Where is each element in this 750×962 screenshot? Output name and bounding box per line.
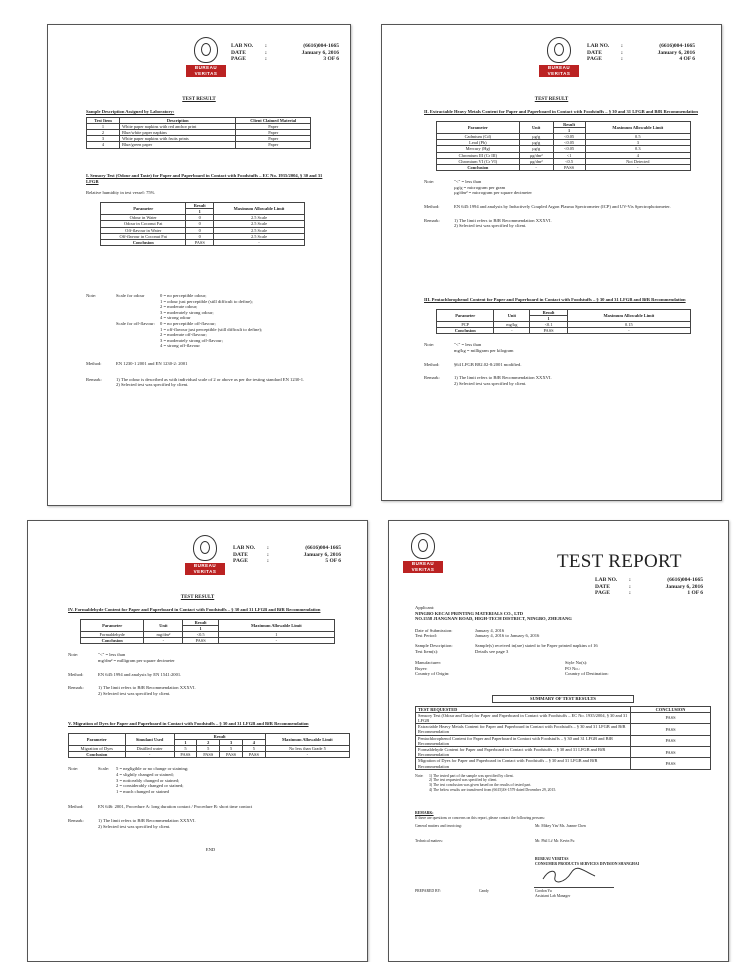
dyes-table: Parameter Simulant Used Result Maximum Allowable Limit 1 2 3 4 Migration of Dyes Distilled water 5 5 5 5 No less than Grade 5 Conclusion - PASS PASS PASS PASS - (68, 733, 350, 759)
report-header: LAB NO. : (6616)004-1665 DATE : January 6, 2016 PAGE : 1 OF 6 (595, 577, 703, 596)
table-row: Conclusion PASS - (101, 240, 305, 246)
table-row: Odour in Coconut Fat 0 2.5 Scale (101, 221, 305, 227)
seal-icon (547, 37, 571, 63)
report-page-4 (381, 24, 722, 501)
table-row: Pentachlorophenol Content for Paper and Paperboard in Contact with Foodstuffs – § 30 and 31 LFGB and BfR Recommendation PASS (416, 735, 711, 746)
table-row: Chromium III (Cr III) µg/dm² <1 4 (437, 152, 691, 158)
signature-block: PREPARED BY: Candy Gordon Yu Assistant Lab Manager (415, 889, 571, 898)
table-row: Chromium VI (Cr VI) µg/dm² <0.5 Not Detected (437, 158, 691, 164)
formaldehyde-table: Parameter Unit Result Maximum Allowable Limit 1 Formaldehyde mg/dm² <0.5 1 Conclusion - PASS - (80, 619, 335, 645)
table-row: Cadmium (Cd) µg/g <0.05 0.5 (437, 134, 691, 140)
dyes-section: V. Migration of Dyes for Paper and Paperboard in Contact with Foodstuffs – § 30 and 31 LFGB and BfR Recommendation Parameter Simulant Used Result Maximum Allowable Limit 1 2 3 4 Migration of Dyes Distilled water 5 5 5 5 No less than Grade 5 Conclusion - PASS PASS PASS PASS - Note: Scale: 5 = negligible or no change or staining; 4 = slightly changed or stained; 3 = noticeably changed or stained; 2 = considerably changed or stained; 1 = much changed or stained Method: EN 646: 2001, Procedure A: long duration contact / Procedure B: short time contact Remark: 1) The limit refers to BfR Recommendation XXXVI. 2) Selected test was specified by client. END (68, 721, 353, 853)
table-row: Conclusion - PASS - (81, 638, 335, 644)
table-row: Extractable Heavy Metals Content for Paper and Paperboard in Contact with Foodstuffs – § 30 and 31 LFGB and BfR Recommendation PASS (416, 724, 711, 735)
seal-icon (193, 535, 217, 561)
report-header: LAB NO. : (6616)004-1665 DATE : January 6, 2016 PAGE : 5 OF 6 (233, 545, 341, 564)
page-number: 1 OF 6 (687, 590, 703, 596)
pcp-table: Parameter Unit Result Maximum Allowable Limit 1 PCP mg/kg <0.1 0.15 Conclusion - PASS - (436, 309, 691, 335)
report-page-3 (47, 24, 351, 506)
table-row: 4 Blue/green paper Paper (87, 142, 311, 148)
sample-table: Test Item Description Client Claimed Material 1 White paper napkins with red anchor print Paper 2 Blue/white paper napkins Paper 3 White paper napkins with fruits prints Paper 4 Blue/green paper Paper (86, 117, 311, 149)
signature-icon (539, 867, 599, 885)
signature-line (534, 887, 614, 888)
sensory-table: Parameter Result Maximum Allowable Limit 1 Odour in Water 0 2.5 Scale Odour in Coconut Fat 0 2.5 Scale Off-flavour in Water 0 2.5 Scale Off-flavour in Coconut Fat 0 2.5 Scale Conclusion PASS - (100, 202, 305, 246)
table-row: Off-flavour in Water 0 2.5 Scale (101, 227, 305, 233)
page-number: 3 OF 6 (323, 56, 339, 62)
applicant-name: NINGBO KECAI PRINTING MATERIALS CO., LTD (415, 610, 524, 616)
table-row: Conclusion - PASS PASS PASS PASS - (69, 752, 350, 758)
report-date: January 6, 2016 (301, 49, 339, 56)
bureau-veritas-logo (539, 37, 579, 77)
logo-text: BUREAU VERITAS (539, 65, 579, 77)
table-row: PCP mg/kg <0.1 0.15 (437, 322, 691, 328)
logo-text: BUREAU VERITAS (185, 563, 225, 575)
heavy-metals-section: II. Extractable Heavy Metals Content for Paper and Paperboard in Contact with Foodstuffs – § 30 and 31 LFGB and BfR Recommendation Parameter Unit Result Maximum Allowable Limit 1 Cadmium (Cd) µg/g <0.05 0.5 Lead (Pb) µg/g <0.05 3 Mercury (Hg) µg/g <0.05 0.3 Chromium III (Cr III) µg/dm² <1 4 Chromium VI (Cr VI) µg/dm² <0.5 Not Detected Conclusion - PASS - Note: "<" = less than µg/g = microgram per gram µg/dm² = microgram per square decimeter Method: EN 645:1994 and analysis by Inductively Coupled Argon Plasma Spectrometer (ICP) and UV-Vis Spectrophotometer. Remark: 1) The limit refers to BfR Recommendation XXXVI. 2) Selected test was specified by client. (424, 109, 698, 229)
page-number: 4 OF 6 (679, 56, 695, 62)
table-row: Formaldehyde Content for Paper and Paperboard in Contact with Foodstuffs – § 30 and 31 LFGB and BfR Recommendation PASS (416, 747, 711, 758)
heavy-metals-table: Parameter Unit Result Maximum Allowable Limit 1 Cadmium (Cd) µg/g <0.05 0.5 Lead (Pb) µg/g <0.05 3 Mercury (Hg) µg/g <0.05 0.3 Chromium III (Cr III) µg/dm² <1 4 Chromium VI (Cr VI) µg/dm² <0.5 Not Detected Conclusion - PASS - (436, 121, 691, 172)
table-row: Mercury (Hg) µg/g <0.05 0.3 (437, 146, 691, 152)
seal-icon (194, 37, 218, 63)
table-row: Conclusion - PASS - (437, 165, 691, 171)
report-header: LAB NO. : (6616)004-1665 DATE : January 6, 2016 PAGE : 4 OF 6 (587, 43, 695, 62)
table-row: Migration of Dyes for Paper and Paperboard in Contact with Foodstuffs – § 30 and 31 LFGB and BfR Recommendation PASS (416, 758, 711, 769)
logo-text: BUREAU VERITAS (186, 65, 226, 77)
scale-notes: Note: Scale for odour 0 = no perceptible odour; 1 = odour just perceptible (still difficult to define); 2 = moderate odour; 3 = moderately strong odour; 4 = strong odour Scale for off-flavour: 0 = no perceptible off-flavour; 1 = off-flavour just perceptible (still difficult to define); 2 = moderate off-flavour; 3 = moderately strong off-flavour; 4 = strong off-flavour Method: EN 1230-1 2001 and EN 1230-2: 2001 Remark: 1) The odour is described as with individual scale of 2 or above as per the testing standard EN 1230-1. 2) Selected test was specified by client. (86, 293, 305, 388)
report-header: LAB NO. : (6616)004-1665 DATE : January 6, 2016 PAGE : 3 OF 6 (231, 43, 339, 62)
sample-section: Sample Description Assigned by Laboratory: Test Item Description Client Claimed Material 1 White paper napkins with red anchor print Paper 2 Blue/white paper napkins Paper 3 White paper napkins with fruits prints Paper 4 Blue/green paper Paper (86, 109, 326, 149)
report-page-5 (27, 520, 368, 962)
summary-table: TEST REQUESTED CONCLUSION Sensory Test (Odour and Taste) for Paper and Paperboard in Contact with Foodstuffs – EC No. 1935/2004, § 30 and 31 LFGB PASS Extractable Heavy Metals Content for Paper and Paperboard in Contact with Foodstuffs – § 30 and 31 LFGB and BfR Recommendation PASS Pentachlorophenol Content for Paper and Paperboard in Contact with Foodstuffs – § 30 and 31 LFGB and BfR Recommendation PASS Formaldehyde Content for Paper and Paperboard in Contact with Foodstuffs – § 30 and 31 LFGB and BfR Recommendation PASS Migration of Dyes for Paper and Paperboard in Contact with Foodstuffs – § 30 and 31 LFGB and BfR Recommendation PASS (415, 706, 711, 770)
table-row: Off-flavour in Coconut Fat 0 2.5 Scale (101, 233, 305, 239)
bureau-veritas-logo (185, 535, 225, 575)
table-row: 1 White paper napkins with red anchor print Paper (87, 123, 311, 129)
seal-icon (411, 533, 435, 559)
table-row: Sensory Test (Odour and Taste) for Paper and Paperboard in Contact with Foodstuffs – EC No. 1935/2004, § 30 and 31 LFGB PASS (416, 712, 711, 723)
table-row: 2 Blue/white paper napkins Paper (87, 130, 311, 136)
table-row: Formaldehyde mg/dm² <0.5 1 (81, 632, 335, 638)
formaldehyde-section: IV. Formaldehyde Content for Paper and Paperboard in Contact with Foodstuffs – § 30 and 31 LFGB and BfR Recommendation Parameter Unit Result Maximum Allowable Limit 1 Formaldehyde mg/dm² <0.5 1 Conclusion - PASS - Note: "<" = less than mg/dm² = milligram per square decimeter Method: EN 645:1994 and analysis by EN 1541:2001. Remark: 1) The limit refers to BfR Recommendation XXXVI. 2) Selected test was specified by client. (68, 607, 353, 696)
test-result-title: TEST RESULT (180, 595, 215, 600)
table-row: Migration of Dyes Distilled water 5 5 5 5 No less than Grade 5 (69, 746, 350, 752)
test-result-title: TEST RESULT (182, 97, 216, 102)
bureau-veritas-logo (186, 37, 226, 77)
table-row: Lead (Pb) µg/g <0.05 3 (437, 140, 691, 146)
pcp-section: III. Pentachlorophenol Content for Paper and Paperboard in Contact with Foodstuffs – § 30 and 31 LFGB and BfR Recommendation Parameter Unit Result Maximum Allowable Limit 1 PCP mg/kg <0.1 0.15 Conclusion - PASS - Note: "<" = less than mg/kg = milligram per kilogram Method: §64 LFGB B82.02-8:2001 modified. Remark: 1) The limit refers to BfR Recommendation XXXVI. 2) Selected test was specified by client. (424, 297, 704, 386)
table-row: Odour in Water 0 2.5 Scale (101, 215, 305, 221)
sensory-section: I. Sensory Test (Odour and Taste) for Paper and Paperboard in Contact with Foodstuffs – EC No. 1935/2004, § 30 and 31 LFGB Relative humidity in test vessel: 75% Parameter Result Maximum Allowable Limit 1 Odour in Water 0 2.5 Scale Odour in Coconut Fat 0 2.5 Scale Off-flavour in Water 0 2.5 Scale Off-flavour in Coconut Fat 0 2.5 Scale Conclusion PASS - (86, 173, 323, 245)
contacts-section: REMARK: If there are questions or concerns on this report, please contact the following persons: General matters and invoicing: Mr. Mikey Yin/ Ms. Joanne Chen Technical matters: Mr. Phil Li/ Mr. Kevin Fu BUREAU VERITAS CONSUMER PRODUCTS SERVICES DIVISION SHANGHAI (415, 811, 640, 866)
bureau-veritas-logo (403, 533, 443, 573)
lab-number: (6616)004-1665 (303, 43, 339, 49)
table-row: 3 White paper napkins with fruits prints Paper (87, 136, 311, 142)
table-row: Conclusion - PASS - (437, 328, 691, 334)
report-page-1 (388, 520, 729, 962)
summary-section: SUMMARY OF TEST RESULTS TEST REQUESTED CONCLUSION Sensory Test (Odour and Taste) for Paper and Paperboard in Contact with Foodstuffs – EC No. 1935/2004, § 30 and 31 LFGB PASS Extractable Heavy Metals Content for Paper and Paperboard in Contact with Foodstuffs – § 30 and 31 LFGB and BfR Recommendation PASS Pentachlorophenol Content for Paper and Paperboard in Contact with Foodstuffs – § 30 and 31 LFGB and BfR Recommendation PASS Formaldehyde Content for Paper and Paperboard in Contact with Foodstuffs – § 30 and 31 LFGB and BfR Recommendation PASS Migration of Dyes for Paper and Paperboard in Contact with Foodstuffs – § 30 and 31 LFGB and BfR Recommendation PASS Note: 1) The tested part of the sample was specified by client. 2) The test requested was specified by client. 3) The test conclusion was given based on the results of tested part. 4) The below results are transferred from (6615)3S-1579 dated December 29, 2015. (415, 695, 711, 792)
end-marker: END (205, 847, 216, 853)
applicant-section: Applicant: NINGBO KECAI PRINTING MATERIALS CO., LTD NO.1558 JIANGNAN ROAD, HIGH-TECH DISTRICT, NINGBO, ZHEJIANG Date of Submission: January 4, 2016 Test Period: January 4, 2016 to January 6, 2016 Sample Description: Sample(s) received in(are) stated to be Paper printed napkins of 16 Test Item(s): Details see page 3 Manufacturer: Style No(s): Buyer: PO No.: Country of Origin: Country of Destination: (415, 605, 715, 677)
test-result-title: TEST RESULT (534, 97, 569, 102)
logo-text: BUREAU VERITAS (403, 561, 443, 573)
report-title: TEST REPORT (557, 551, 682, 572)
page-number: 5 OF 6 (325, 558, 341, 564)
